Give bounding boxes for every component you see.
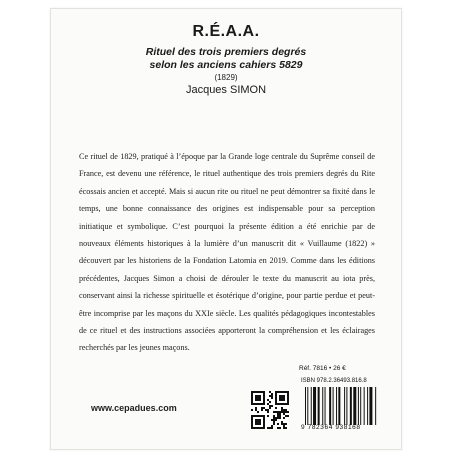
book-subtitle-line2: selon les anciens cahiers 5829 bbox=[149, 59, 303, 71]
publisher-website: www.cepadues.com bbox=[91, 403, 177, 413]
book-author: Jacques SIMON bbox=[185, 84, 267, 96]
isbn-barcode bbox=[301, 378, 383, 434]
blurb-text bbox=[79, 148, 375, 357]
ean-digits: 9 782364 938168 bbox=[301, 424, 361, 431]
back-cover bbox=[50, 8, 402, 450]
qr-code-icon bbox=[251, 391, 289, 429]
book-subtitle-line1: Rituel des trois premiers degrés bbox=[145, 46, 307, 58]
qr-code-icon bbox=[251, 391, 289, 429]
price-reference: Réf. 7816 • 26 € bbox=[299, 365, 346, 372]
barcode-icon bbox=[305, 387, 377, 425]
book-title: R.É.A.A. bbox=[192, 23, 260, 40]
blurb-paragraph: Ce rituel de 1829, pratiqué à l’époque par la Grande loge centrale du Suprême conseil de France, est devenu une référence, le rituel authentique des trois premiers degrés du Rite écossais ancien et accepté. Mais si aucun rite ou rituel ne peut démontrer sa fixité dans le temps, une bonne connaissance des origines est indispensable pour sa perception initiatique et symbolique. C’est pourquoi la présente édition a été enrichie par de nouveaux éléments historiques à la lumière d’un manuscrit dit « Vuillaume (1822) » découvert par les historiens de la Fondation Latomia en 2019. Comme dans les éditions précédentes, Jacques Simon a choisi de dérouler le texte du manuscrit au iota près, conservant ainsi la richesse spirituelle et ésotérique d’origine, pour partie perdue et peut-être incomprise par les maçons du XXIe siècle. Les qualités pédagogiques incontestables de ce rituel et des instructions associées apporteront la compréhension et les éclairages recherchés par les jeunes maçons. bbox=[79, 152, 375, 353]
book-year: (1829) bbox=[214, 73, 238, 82]
isbn-label: ISBN 978.2.36493.816.8 bbox=[301, 378, 367, 384]
